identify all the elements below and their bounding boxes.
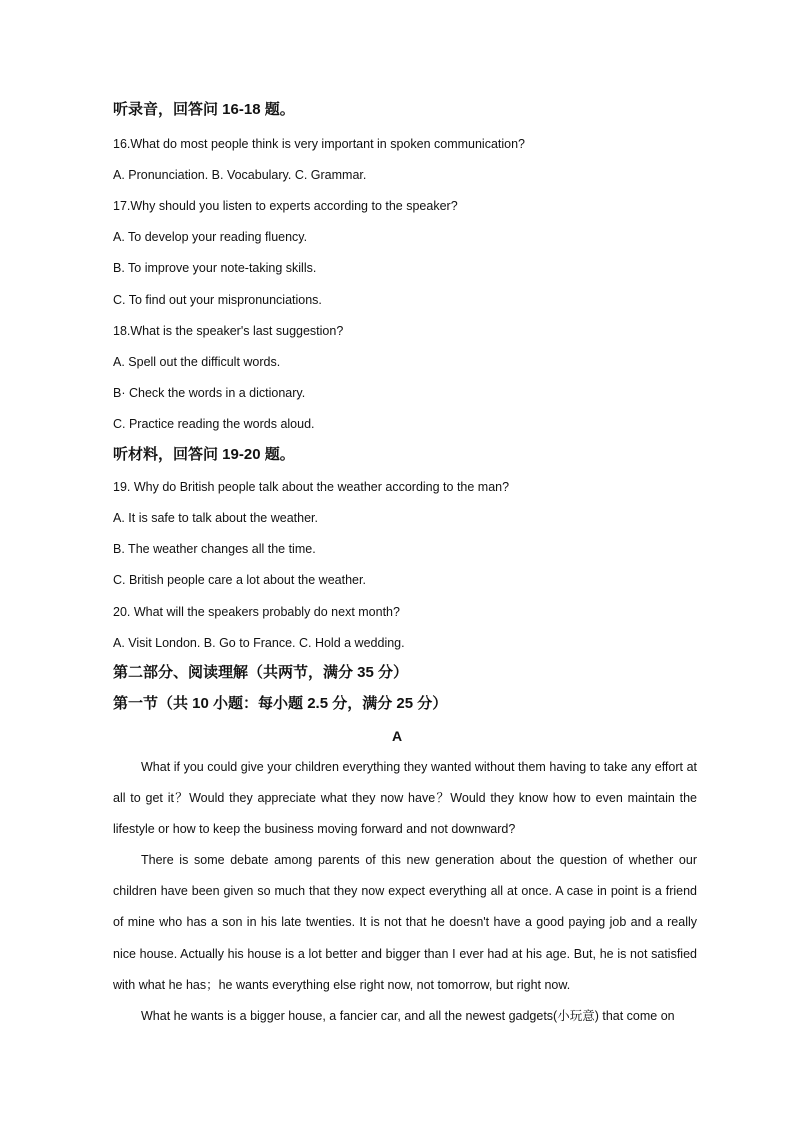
section-heading: 第一节（共 10 小题：每小题 2.5 分，满分 25 分） <box>113 695 448 712</box>
question-18-option-a: A. Spell out the difficult words. <box>113 355 281 369</box>
question-16-options: A. Pronunciation. B. Vocabulary. C. Grammar. <box>113 168 367 182</box>
question-20-options: A. Visit London. B. Go to France. C. Hold a wedding. <box>113 636 405 650</box>
passage-label: A <box>391 728 403 744</box>
question-19-option-a: A. It is safe to talk about the weather. <box>113 511 318 525</box>
question-17-option-b: B. To improve your note-taking skills. <box>113 261 317 275</box>
passage-paragraph-3: What he wants is a bigger house, a fancier car, and all the newest gadgets(小玩意) that come on <box>141 1009 675 1023</box>
question-19-option-c: C. British people care a lot about the weather. <box>113 573 366 587</box>
part-heading: 第二部分、阅读理解（共两节，满分 35 分） <box>113 664 409 681</box>
question-18-option-c: C. Practice reading the words aloud. <box>113 417 315 431</box>
question-19-option-b: B. The weather changes all the time. <box>113 542 316 556</box>
section-heading-19-20: 听材料，回答问 19-20 题。 <box>113 446 295 463</box>
question-16: 16.What do most people think is very important in spoken communication? <box>113 137 526 151</box>
section-heading-16-18: 听录音，回答问 16-18 题。 <box>113 101 295 118</box>
question-20: 20. What will the speakers probably do next month? <box>113 605 400 619</box>
question-19: 19. Why do British people talk about the weather according to the man? <box>113 480 510 494</box>
question-17-option-a: A. To develop your reading fluency. <box>113 230 308 244</box>
passage-paragraph-1: What if you could give your children everything they wanted without them having to take any effort at all to get it？Would they appreciate what they now have？Would they know how to even maintain the lifestyle or how to keep the business moving forward and not downward? <box>113 760 697 837</box>
question-17: 17.Why should you listen to experts according to the speaker? <box>113 199 458 213</box>
question-17-option-c: C. To find out your mispronunciations. <box>113 293 322 307</box>
passage-paragraph-2: There is some debate among parents of this new generation about the question of whether our children have been given so much that they now expect everything all at once. A case in point is a friend of mine who has a son in his late twenties. It is not that he doesn't have a good paying job and a really nice house. Actually his house is a lot better and bigger than I ever had at his age. But, he is not satisfied with what he has；he wants everything else right now, not tomorrow, but right now. <box>113 853 697 992</box>
question-18: 18.What is the speaker's last suggestion? <box>113 324 344 338</box>
question-18-option-b: B· Check the words in a dictionary. <box>113 386 306 400</box>
